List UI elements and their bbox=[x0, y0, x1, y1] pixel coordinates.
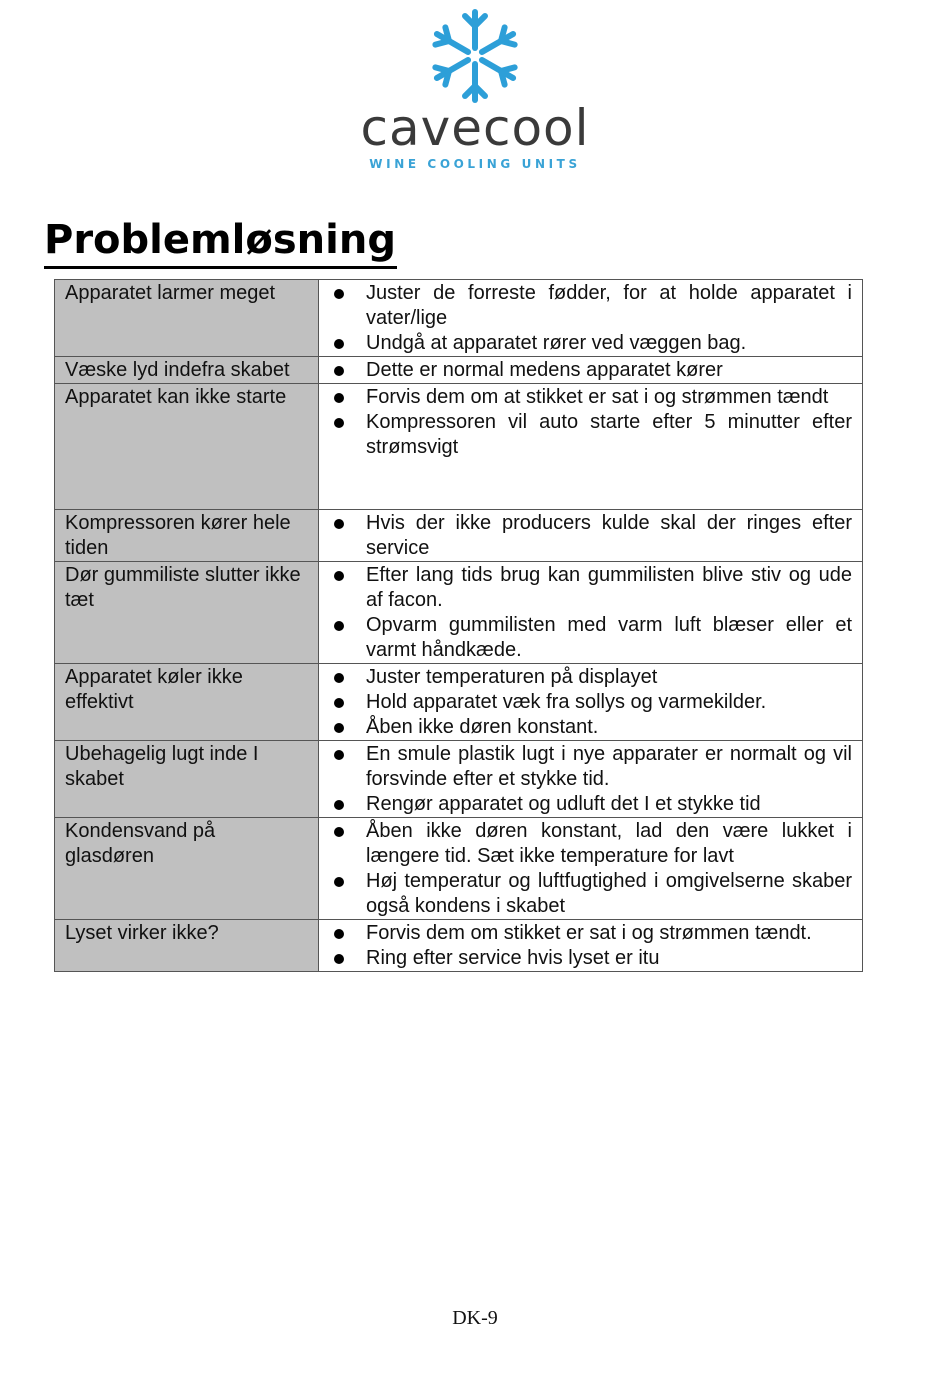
table-row bbox=[55, 384, 863, 510]
solution-cell bbox=[319, 920, 863, 972]
table-row bbox=[55, 357, 863, 384]
list-item: Ring efter service hvis lyset er itu bbox=[329, 946, 852, 971]
problem-cell: Apparatet køler ikke effektivt bbox=[55, 664, 319, 741]
list-item: Forvis dem om stikket er sat i og strømmen tændt. bbox=[329, 921, 852, 946]
list-item: Undgå at apparatet rører ved væggen bag. bbox=[329, 331, 852, 356]
problem-cell: Apparatet kan ikke starte bbox=[55, 384, 319, 510]
solution-list bbox=[329, 511, 852, 561]
table-row bbox=[55, 510, 863, 562]
table-row bbox=[55, 920, 863, 972]
list-item: Opvarm gummilisten med varm luft blæser eller et varmt håndkæde. bbox=[329, 613, 852, 663]
list-item: Rengør apparatet og udluft det I et stykke tid bbox=[329, 792, 852, 817]
brand-name: cavecool bbox=[360, 99, 590, 157]
table-row bbox=[55, 664, 863, 741]
solution-cell bbox=[319, 818, 863, 920]
table-row bbox=[55, 562, 863, 664]
solution-list bbox=[329, 281, 852, 356]
problem-cell: Dør gummiliste slutter ikke tæt bbox=[55, 562, 319, 664]
solution-list bbox=[329, 665, 852, 740]
solution-list bbox=[329, 921, 852, 971]
list-item: En smule plastik lugt i nye apparater er normalt og vil forsvinde efter et stykke tid. bbox=[329, 742, 852, 792]
snowflake-icon bbox=[428, 6, 522, 106]
list-item: Juster de forreste fødder, for at holde apparatet i vater/lige bbox=[329, 281, 852, 331]
solution-list bbox=[329, 819, 852, 919]
solution-cell bbox=[319, 664, 863, 741]
list-item: Åben ikke døren konstant, lad den være lukket i længere tid. Sæt ikke temperature for lavt bbox=[329, 819, 852, 869]
problem-cell: Kondensvand på glasdøren bbox=[55, 818, 319, 920]
solution-cell bbox=[319, 280, 863, 357]
table-row bbox=[55, 818, 863, 920]
list-item: Høj temperatur og luftfugtighed i omgivelserne skaber også kondens i skabet bbox=[329, 869, 852, 919]
solution-list bbox=[329, 563, 852, 663]
list-item: Hvis der ikke producers kulde skal der ringes efter service bbox=[329, 511, 852, 561]
problem-cell: Apparatet larmer meget bbox=[55, 280, 319, 357]
list-item: Juster temperaturen på displayet bbox=[329, 665, 852, 690]
solution-list bbox=[329, 742, 852, 817]
table-row bbox=[55, 741, 863, 818]
list-item: Efter lang tids brug kan gummilisten blive stiv og ude af facon. bbox=[329, 563, 852, 613]
brand-logo bbox=[300, 6, 650, 176]
brand-tagline: WINE COOLING UNITS bbox=[369, 157, 581, 171]
solution-list bbox=[329, 385, 852, 460]
solution-cell bbox=[319, 562, 863, 664]
page-number: DK-9 bbox=[452, 1307, 498, 1329]
solution-list bbox=[329, 358, 852, 383]
list-item: Åben ikke døren konstant. bbox=[329, 715, 852, 740]
solution-cell bbox=[319, 510, 863, 562]
page-title: Problemløsning bbox=[44, 214, 397, 269]
table-row bbox=[55, 280, 863, 357]
solution-cell bbox=[319, 741, 863, 818]
problem-cell: Kompressoren kører hele tiden bbox=[55, 510, 319, 562]
troubleshooting-table bbox=[54, 279, 863, 972]
problem-cell: Væske lyd indefra skabet bbox=[55, 357, 319, 384]
list-item: Dette er normal medens apparatet kører bbox=[329, 358, 852, 383]
solution-cell bbox=[319, 384, 863, 510]
solution-cell bbox=[319, 357, 863, 384]
list-item: Hold apparatet væk fra sollys og varmekilder. bbox=[329, 690, 852, 715]
list-item: Kompressoren vil auto starte efter 5 minutter efter strømsvigt bbox=[329, 410, 852, 460]
problem-cell: Lyset virker ikke? bbox=[55, 920, 319, 972]
problem-cell: Ubehagelig lugt inde I skabet bbox=[55, 741, 319, 818]
list-item: Forvis dem om at stikket er sat i og strømmen tændt bbox=[329, 385, 852, 410]
